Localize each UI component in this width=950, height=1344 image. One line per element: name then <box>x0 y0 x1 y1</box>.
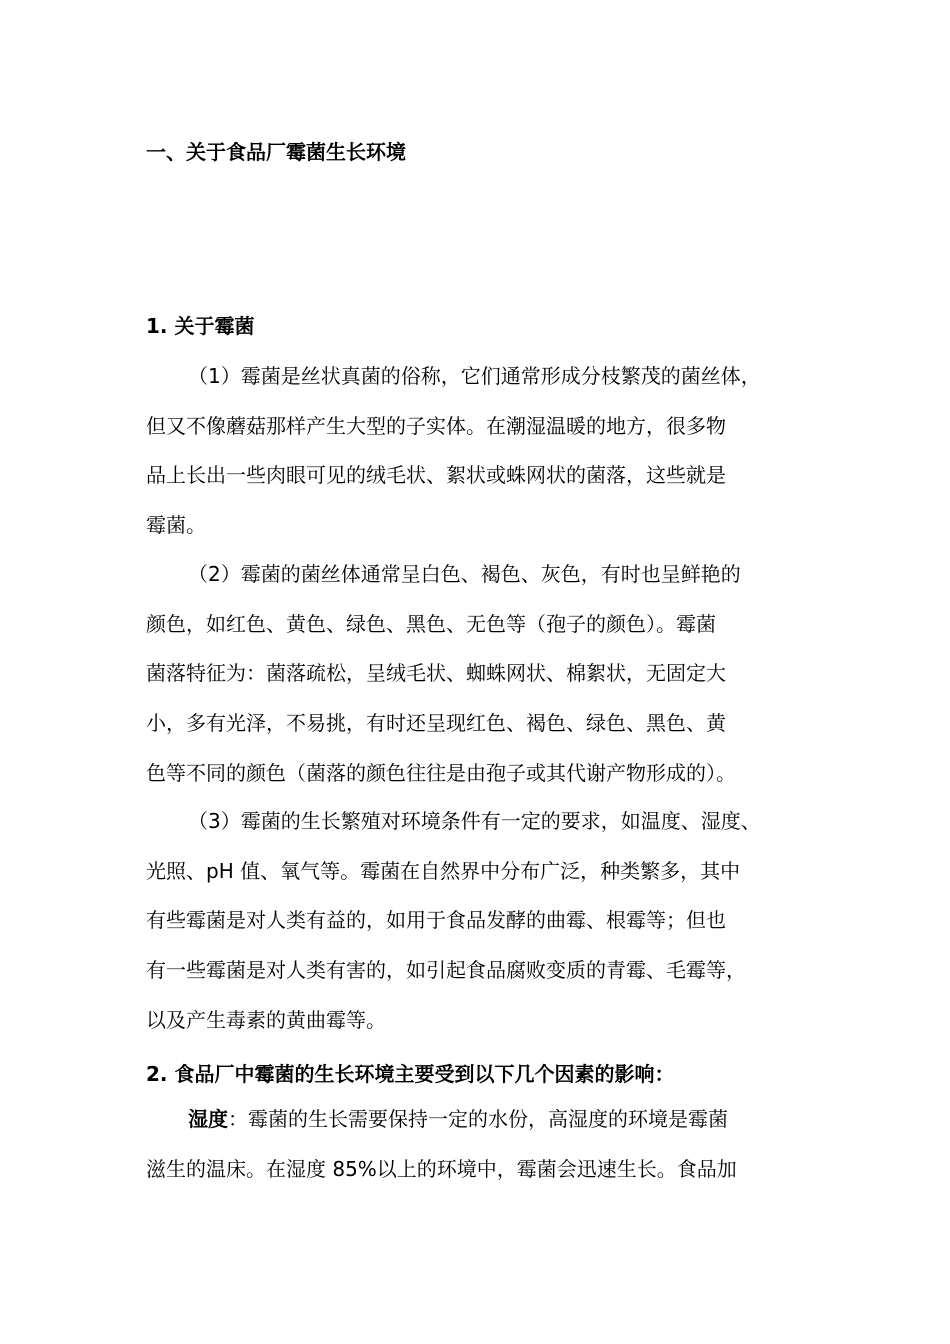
humidity-text: ：霉菌的生长需要保持一定的水份，高湿度的环境是霉菌 <box>228 1107 728 1131</box>
paragraph-line: 有一些霉菌是对人类有害的，如引起食品腐败变质的青霉、毛霉等， <box>146 958 746 983</box>
paragraph-humidity <box>146 1095 816 1194</box>
subsection-title-mold: 1. 关于霉菌 <box>146 314 255 338</box>
paragraph-line: （1）霉菌是丝状真菌的俗称，它们通常形成分枝繁茂的菌丝体， <box>188 364 761 388</box>
paragraph-line <box>146 1095 816 1145</box>
paragraph-line: 品上长出一些肉眼可见的绒毛状、絮状或蛛网状的菌落，这些就是 <box>146 463 726 488</box>
paragraph-mold-definition <box>146 352 816 551</box>
paragraph-line: 颜色，如红色、黄色、绿色、黑色、无色等（孢子的颜色）。霉菌 <box>146 611 716 636</box>
paragraph-line: （2）霉菌的菌丝体通常呈白色、褐色、灰色，有时也呈鲜艳的 <box>188 562 741 586</box>
paragraph-line: 有些霉菌是对人类有益的，如用于食品发酵的曲霉、根霉等；但也 <box>146 908 726 933</box>
paragraph-line: 但又不像蘑菇那样产生大型的子实体。在潮湿温暖的地方，很多物 <box>146 413 726 438</box>
subsection-title-factors: 2. 食品厂中霉菌的生长环境主要受到以下几个因素的影响： <box>146 1062 675 1086</box>
paragraph-line: 菌落特征为：菌落疏松，呈绒毛状、蜘蛛网状、棉絮状，无固定大 <box>146 661 726 686</box>
paragraph-mold-colors <box>146 550 816 798</box>
humidity-label: 湿度 <box>188 1107 228 1131</box>
paragraph-line: 色等不同的颜色（菌落的颜色往往是由孢子或其代谢产物形成的）。 <box>146 760 736 785</box>
paragraph-mold-growth-conditions <box>146 797 816 1045</box>
paragraph-line: 光照、pH 值、氧气等。霉菌在自然界中分布广泛，种类繁多，其中 <box>146 858 741 883</box>
paragraph-line: 霉菌。 <box>146 513 206 538</box>
paragraph-line: 滋生的温床。在湿度 85%以上的环境中，霉菌会迅速生长。食品加 <box>146 1156 737 1181</box>
paragraph-line: （3）霉菌的生长繁殖对环境条件有一定的要求，如温度、湿度、 <box>188 809 761 833</box>
paragraph-line: 小，多有光泽，不易挑，有时还呈现红色、褐色、绿色、黑色、黄 <box>146 711 726 736</box>
paragraph-line: 以及产生毒素的黄曲霉等。 <box>146 1007 386 1032</box>
section-title: 一、关于食品厂霉菌生长环境 <box>146 140 406 164</box>
